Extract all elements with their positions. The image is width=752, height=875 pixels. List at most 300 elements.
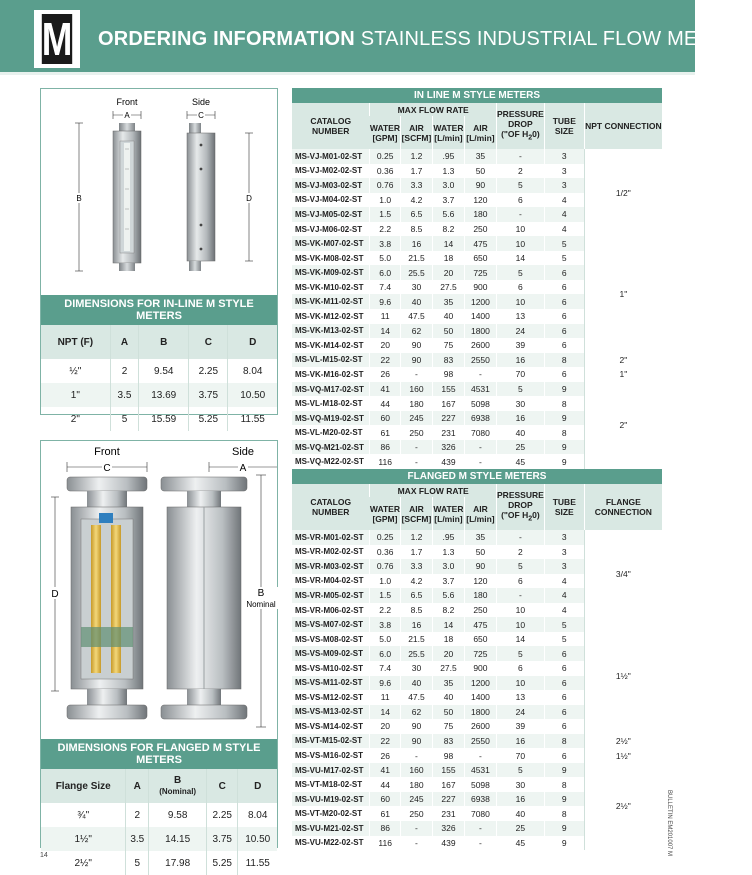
table-cell: 1400 bbox=[464, 690, 496, 705]
table-cell: 1200 bbox=[464, 294, 496, 309]
table-row bbox=[292, 236, 662, 251]
table-cell: 250 bbox=[400, 425, 432, 440]
col-water-gpm: WATER [GPM] bbox=[370, 116, 401, 149]
table-cell: - bbox=[464, 836, 496, 851]
table-cell: 1.5 bbox=[370, 207, 401, 222]
table-row bbox=[292, 734, 662, 749]
table-cell: 8 bbox=[544, 734, 584, 749]
col-max-flow: MAX FLOW RATE bbox=[370, 484, 496, 497]
table-cell: - bbox=[464, 367, 496, 382]
table-cell: 5 bbox=[496, 265, 544, 280]
table-cell: 1.0 bbox=[370, 193, 401, 208]
catalog-number: MS-VK-M11-02-ST bbox=[292, 294, 370, 309]
table-cell: 7080 bbox=[464, 425, 496, 440]
table-cell: 90 bbox=[400, 353, 432, 368]
table-cell: 1.3 bbox=[432, 545, 464, 560]
table-cell: 16 bbox=[400, 617, 432, 632]
catalog-number: MS-VR-M05-02-ST bbox=[292, 588, 370, 603]
table-cell: 0.36 bbox=[370, 545, 401, 560]
dim-c-label: C bbox=[103, 463, 111, 474]
side-label: Side bbox=[191, 97, 211, 107]
table-cell: - bbox=[496, 149, 544, 164]
table-cell: 6938 bbox=[464, 792, 496, 807]
table-cell: 5098 bbox=[464, 777, 496, 792]
table-cell: 30 bbox=[496, 396, 544, 411]
connection-size: 1" bbox=[584, 367, 662, 382]
table-cell: 245 bbox=[400, 411, 432, 426]
table-cell: 4.2 bbox=[400, 193, 432, 208]
catalog-number: MS-VQ-M22-02-ST bbox=[292, 454, 370, 469]
table-cell: - bbox=[496, 530, 544, 545]
table-cell: 70 bbox=[496, 748, 544, 763]
dim-d-label: D bbox=[51, 589, 59, 600]
table-cell: 3.7 bbox=[432, 193, 464, 208]
table-cell: 61 bbox=[370, 806, 401, 821]
table-cell: 5 bbox=[544, 632, 584, 647]
table-cell: 14 bbox=[370, 324, 401, 339]
table-cell: 90 bbox=[464, 178, 496, 193]
table-cell: 13 bbox=[496, 309, 544, 324]
col-b: B bbox=[139, 325, 189, 359]
table-cell: 90 bbox=[400, 338, 432, 353]
table-cell: 25.5 bbox=[400, 646, 432, 661]
table-cell: 9 bbox=[544, 763, 584, 778]
ordering-tables bbox=[292, 88, 662, 850]
table-cell: 4 bbox=[544, 588, 584, 603]
dim-b-label: B bbox=[76, 194, 82, 203]
catalog-number: MS-VS-M11-02-ST bbox=[292, 676, 370, 691]
catalog-number: MS-VR-M06-02-ST bbox=[292, 603, 370, 618]
catalog-number: MS-VS-M10-02-ST bbox=[292, 661, 370, 676]
table-cell: 25.5 bbox=[400, 265, 432, 280]
catalog-number: MS-VU-M21-02-ST bbox=[292, 821, 370, 836]
col-connection: FLANGE CONNECTION bbox=[584, 484, 662, 530]
table-row bbox=[292, 530, 662, 545]
table-cell: 47.5 bbox=[400, 690, 432, 705]
table-cell: 475 bbox=[464, 236, 496, 251]
catalog-number: MS-VR-M02-02-ST bbox=[292, 545, 370, 560]
table-cell: 8.5 bbox=[400, 222, 432, 237]
col-connection: NPT CONNECTION bbox=[584, 103, 662, 149]
table-row: 2" 5 15.59 5.25 11.55 bbox=[41, 407, 277, 431]
catalog-number: MS-VJ-M02-02-ST bbox=[292, 164, 370, 179]
table-cell: 6 bbox=[544, 690, 584, 705]
table-cell: 8.5 bbox=[400, 603, 432, 618]
table-cell: 5 bbox=[496, 178, 544, 193]
table-cell: - bbox=[496, 207, 544, 222]
table-cell: 120 bbox=[464, 574, 496, 589]
table-cell: 44 bbox=[370, 777, 401, 792]
table-cell: 245 bbox=[400, 792, 432, 807]
table-cell: 5 bbox=[544, 251, 584, 266]
table-cell: 6 bbox=[496, 661, 544, 676]
table-cell: 9.6 bbox=[370, 676, 401, 691]
catalog-number: MS-VS-M13-02-ST bbox=[292, 705, 370, 720]
catalog-number: MS-VQ-M21-02-ST bbox=[292, 440, 370, 455]
table-cell: 8 bbox=[544, 777, 584, 792]
catalog-number: MS-VU-M22-02-ST bbox=[292, 836, 370, 851]
col-c: C bbox=[189, 325, 228, 359]
flanged-side-meter bbox=[161, 477, 247, 719]
table-cell: 6 bbox=[544, 719, 584, 734]
table-cell: 1.0 bbox=[370, 574, 401, 589]
col-tube-size: TUBE SIZE bbox=[544, 484, 584, 530]
table-row bbox=[292, 382, 662, 397]
table-cell: 24 bbox=[496, 705, 544, 720]
dim-b-label: B bbox=[257, 588, 265, 599]
table-cell: 5.6 bbox=[432, 588, 464, 603]
catalog-number: MS-VJ-M03-02-ST bbox=[292, 178, 370, 193]
table-cell: 2550 bbox=[464, 353, 496, 368]
table-cell: 6 bbox=[544, 338, 584, 353]
table-cell: 1.7 bbox=[400, 545, 432, 560]
table-cell: 39 bbox=[496, 338, 544, 353]
table-cell: 6 bbox=[544, 367, 584, 382]
table-cell: 9 bbox=[544, 382, 584, 397]
col-catalog: CATALOG NUMBER bbox=[292, 484, 370, 530]
table-cell: 5 bbox=[544, 236, 584, 251]
table-cell: 6 bbox=[544, 748, 584, 763]
table-cell: 60 bbox=[370, 792, 401, 807]
table-cell: 5 bbox=[496, 763, 544, 778]
inline-dimensions-title: DIMENSIONS FOR IN-LINE M STYLE METERS bbox=[41, 295, 277, 325]
flanged-front-meter bbox=[67, 477, 147, 719]
table-cell: 6.0 bbox=[370, 265, 401, 280]
table-cell: - bbox=[464, 821, 496, 836]
table-cell: 2550 bbox=[464, 734, 496, 749]
table-cell: 45 bbox=[496, 836, 544, 851]
table-cell: 3 bbox=[544, 559, 584, 574]
table-cell: 10 bbox=[496, 676, 544, 691]
table-cell: 2600 bbox=[464, 338, 496, 353]
table-cell: 116 bbox=[370, 454, 401, 469]
table-cell: - bbox=[400, 821, 432, 836]
inline-ordering-table bbox=[292, 103, 662, 469]
inline-front-meter bbox=[113, 123, 141, 271]
table-cell: 2 bbox=[496, 164, 544, 179]
table-cell: 3 bbox=[544, 545, 584, 560]
table-cell: 167 bbox=[432, 777, 464, 792]
connection-size: 1½" bbox=[584, 748, 662, 763]
table-cell: 14 bbox=[432, 617, 464, 632]
table-cell: 180 bbox=[464, 588, 496, 603]
table-cell: 35 bbox=[432, 294, 464, 309]
catalog-number: MS-VL-M18-02-ST bbox=[292, 396, 370, 411]
connection-size: 2½" bbox=[584, 734, 662, 749]
table-cell: 62 bbox=[400, 324, 432, 339]
table-cell: 62 bbox=[400, 705, 432, 720]
table-cell: 1.7 bbox=[400, 164, 432, 179]
table-cell: 9 bbox=[544, 440, 584, 455]
table-cell: 180 bbox=[400, 777, 432, 792]
table-cell: 2 bbox=[496, 545, 544, 560]
table-cell: 50 bbox=[432, 705, 464, 720]
table-cell: 75 bbox=[432, 719, 464, 734]
header-rule bbox=[0, 72, 695, 75]
catalog-number: MS-VR-M01-02-ST bbox=[292, 530, 370, 545]
table-cell: 5 bbox=[496, 559, 544, 574]
catalog-number: MS-VL-M20-02-ST bbox=[292, 425, 370, 440]
catalog-number: MS-VS-M09-02-ST bbox=[292, 646, 370, 661]
table-cell: 250 bbox=[464, 222, 496, 237]
table-cell: 439 bbox=[432, 836, 464, 851]
table-cell: 3 bbox=[544, 149, 584, 164]
catalog-number: MS-VL-M15-02-ST bbox=[292, 353, 370, 368]
catalog-number: MS-VR-M04-02-ST bbox=[292, 574, 370, 589]
table-cell: 6 bbox=[496, 193, 544, 208]
table-cell: 86 bbox=[370, 821, 401, 836]
table-cell: 250 bbox=[400, 806, 432, 821]
table-cell: 1.2 bbox=[400, 530, 432, 545]
table-cell: 25 bbox=[496, 440, 544, 455]
table-cell: 20 bbox=[432, 646, 464, 661]
flanged-ordering-table bbox=[292, 484, 662, 850]
col-max-flow: MAX FLOW RATE bbox=[370, 103, 496, 116]
table-cell: 9 bbox=[544, 454, 584, 469]
col-catalog: CATALOG NUMBER bbox=[292, 103, 370, 149]
table-cell: 231 bbox=[432, 425, 464, 440]
table-cell: 50 bbox=[464, 164, 496, 179]
table-row bbox=[292, 763, 662, 778]
table-cell: 75 bbox=[432, 338, 464, 353]
table-cell: 83 bbox=[432, 734, 464, 749]
table-cell: 725 bbox=[464, 646, 496, 661]
flanged-table-title: FLANGED M STYLE METERS bbox=[292, 469, 662, 484]
table-cell: 10 bbox=[496, 236, 544, 251]
table-cell: 18 bbox=[432, 251, 464, 266]
table-cell: - bbox=[400, 836, 432, 851]
col-flange-size: Flange Size bbox=[41, 769, 126, 803]
table-cell: 180 bbox=[464, 207, 496, 222]
catalog-number: MS-VQ-M17-02-ST bbox=[292, 382, 370, 397]
inline-dimensions-panel bbox=[40, 88, 278, 425]
table-row bbox=[292, 367, 662, 382]
page-title-rest: STAINLESS INDUSTRIAL FLOW METERS bbox=[354, 28, 752, 50]
table-cell: 24 bbox=[496, 324, 544, 339]
catalog-number: MS-VT-M20-02-ST bbox=[292, 806, 370, 821]
table-cell: 6 bbox=[544, 324, 584, 339]
table-cell: 3.0 bbox=[432, 178, 464, 193]
table-cell: 5.0 bbox=[370, 251, 401, 266]
table-cell: - bbox=[464, 454, 496, 469]
table-cell: 0.76 bbox=[370, 178, 401, 193]
table-cell: 20 bbox=[432, 265, 464, 280]
inline-meter-drawing bbox=[41, 89, 277, 295]
table-cell: 6 bbox=[544, 646, 584, 661]
table-cell: 35 bbox=[464, 149, 496, 164]
col-pressure-drop: PRESSURE DROP ("OF $H_20$) bbox=[496, 103, 544, 149]
table-cell: 5 bbox=[496, 646, 544, 661]
table-cell: 7080 bbox=[464, 806, 496, 821]
table-cell: 20 bbox=[370, 338, 401, 353]
table-cell: .95 bbox=[432, 149, 464, 164]
table-cell: 6 bbox=[496, 574, 544, 589]
flanged-dimensions-table bbox=[41, 769, 277, 875]
table-cell: 9.6 bbox=[370, 294, 401, 309]
table-cell: 725 bbox=[464, 265, 496, 280]
table-cell: 45 bbox=[496, 454, 544, 469]
table-cell: - bbox=[400, 454, 432, 469]
col-a: A bbox=[110, 325, 139, 359]
table-cell: 5.0 bbox=[370, 632, 401, 647]
table-cell: 40 bbox=[400, 294, 432, 309]
table-cell: 90 bbox=[464, 559, 496, 574]
table-cell: 3.7 bbox=[432, 574, 464, 589]
table-cell: 1800 bbox=[464, 705, 496, 720]
connection-size: 3/4" bbox=[584, 530, 662, 617]
flanged-dimensions-panel bbox=[40, 440, 278, 869]
table-cell: 1400 bbox=[464, 309, 496, 324]
inline-dimensions-table bbox=[41, 325, 277, 431]
table-cell: 167 bbox=[432, 396, 464, 411]
table-cell: 21.5 bbox=[400, 251, 432, 266]
table-cell: 8 bbox=[544, 396, 584, 411]
table-cell: 116 bbox=[370, 836, 401, 851]
col-npt: NPT (F) bbox=[41, 325, 110, 359]
table-cell: 475 bbox=[464, 617, 496, 632]
table-cell: 61 bbox=[370, 425, 401, 440]
catalog-number: MS-VS-M08-02-ST bbox=[292, 632, 370, 647]
table-cell: 155 bbox=[432, 763, 464, 778]
table-cell: 3.8 bbox=[370, 236, 401, 251]
table-cell: 227 bbox=[432, 411, 464, 426]
col-pressure-drop: PRESSURE DROP ("OF $H_20$) bbox=[496, 484, 544, 530]
table-cell: 6 bbox=[544, 265, 584, 280]
table-cell: 120 bbox=[464, 193, 496, 208]
table-cell: 4.2 bbox=[400, 574, 432, 589]
table-cell: 40 bbox=[496, 806, 544, 821]
table-cell: 900 bbox=[464, 280, 496, 295]
table-cell: 9 bbox=[544, 411, 584, 426]
catalog-number: MS-VU-M17-02-ST bbox=[292, 763, 370, 778]
col-air-scfm: AIR [SCFM] bbox=[400, 116, 432, 149]
table-cell: 26 bbox=[370, 748, 401, 763]
table-cell: 6 bbox=[544, 661, 584, 676]
catalog-number: MS-VK-M10-02-ST bbox=[292, 280, 370, 295]
table-cell: 439 bbox=[432, 454, 464, 469]
connection-size: 2" bbox=[584, 382, 662, 469]
table-cell: 27.5 bbox=[432, 280, 464, 295]
catalog-number: MS-VS-M07-02-ST bbox=[292, 617, 370, 632]
connection-size: 1" bbox=[584, 236, 662, 352]
table-cell: 9 bbox=[544, 836, 584, 851]
table-cell: 16 bbox=[496, 734, 544, 749]
col-air-lmin: AIR [L/min] bbox=[464, 497, 496, 530]
table-cell: 0.25 bbox=[370, 530, 401, 545]
table-cell: 0.76 bbox=[370, 559, 401, 574]
table-cell: 6 bbox=[544, 294, 584, 309]
table-cell: 25 bbox=[496, 821, 544, 836]
table-cell: 3.8 bbox=[370, 617, 401, 632]
table-cell: 18 bbox=[432, 632, 464, 647]
table-cell: 231 bbox=[432, 806, 464, 821]
front-label: Front bbox=[116, 97, 138, 107]
table-cell: 30 bbox=[400, 280, 432, 295]
table-cell: 11 bbox=[370, 309, 401, 324]
col-water-gpm: WATER [GPM] bbox=[370, 497, 401, 530]
flanged-dimensions-title: DIMENSIONS FOR FLANGED M STYLE METERS bbox=[41, 739, 277, 769]
table-cell: 90 bbox=[400, 719, 432, 734]
table-cell: 3.3 bbox=[400, 559, 432, 574]
col-water-lmin: WATER [L/min] bbox=[432, 497, 464, 530]
table-cell: 98 bbox=[432, 748, 464, 763]
table-cell: 50 bbox=[432, 324, 464, 339]
table-cell: 10 bbox=[496, 294, 544, 309]
table-cell: 650 bbox=[464, 632, 496, 647]
connection-size: 1/2" bbox=[584, 149, 662, 236]
table-cell: 4 bbox=[544, 207, 584, 222]
table-cell: 14 bbox=[496, 632, 544, 647]
col-d: D bbox=[238, 769, 277, 803]
table-cell: 1.5 bbox=[370, 588, 401, 603]
table-cell: 326 bbox=[432, 821, 464, 836]
dim-c-label: C bbox=[198, 111, 204, 120]
table-cell: 4 bbox=[544, 574, 584, 589]
catalog-number: MS-VJ-M05-02-ST bbox=[292, 207, 370, 222]
table-cell: 2.2 bbox=[370, 222, 401, 237]
col-b: B (Nominal) bbox=[149, 769, 207, 803]
table-cell: 30 bbox=[400, 661, 432, 676]
table-cell: 10 bbox=[496, 617, 544, 632]
dim-d-label: D bbox=[246, 194, 252, 203]
catalog-number: MS-VS-M16-02-ST bbox=[292, 748, 370, 763]
table-cell: 5 bbox=[496, 382, 544, 397]
table-cell: 3.0 bbox=[432, 559, 464, 574]
table-cell: 0.25 bbox=[370, 149, 401, 164]
table-cell: 35 bbox=[432, 676, 464, 691]
table-cell: 10 bbox=[496, 603, 544, 618]
table-cell: 16 bbox=[400, 236, 432, 251]
table-cell: 22 bbox=[370, 353, 401, 368]
col-d: D bbox=[228, 325, 277, 359]
table-cell: 7.4 bbox=[370, 661, 401, 676]
table-cell: 9 bbox=[544, 821, 584, 836]
table-cell: 40 bbox=[432, 309, 464, 324]
table-cell: 9 bbox=[544, 792, 584, 807]
table-cell: 900 bbox=[464, 661, 496, 676]
catalog-number: MS-VK-M14-02-ST bbox=[292, 338, 370, 353]
table-row: ¾" 2 9.58 2.25 8.04 bbox=[41, 803, 277, 827]
table-cell: 44 bbox=[370, 396, 401, 411]
table-cell: 8.2 bbox=[432, 603, 464, 618]
table-cell: 39 bbox=[496, 719, 544, 734]
table-cell: 83 bbox=[432, 353, 464, 368]
connection-size: 1½" bbox=[584, 617, 662, 733]
table-cell: 6 bbox=[544, 309, 584, 324]
catalog-number: MS-VK-M09-02-ST bbox=[292, 265, 370, 280]
dim-a-label: A bbox=[124, 111, 130, 120]
col-air-scfm: AIR [SCFM] bbox=[400, 497, 432, 530]
table-cell: .95 bbox=[432, 530, 464, 545]
table-cell: - bbox=[400, 367, 432, 382]
table-cell: - bbox=[400, 748, 432, 763]
table-cell: 16 bbox=[496, 792, 544, 807]
table-cell: 7.4 bbox=[370, 280, 401, 295]
table-cell: 227 bbox=[432, 792, 464, 807]
page-title bbox=[98, 28, 752, 51]
table-cell: 6.0 bbox=[370, 646, 401, 661]
col-a: A bbox=[126, 769, 149, 803]
catalog-number: MS-VS-M14-02-ST bbox=[292, 719, 370, 734]
catalog-number: MS-VJ-M06-02-ST bbox=[292, 222, 370, 237]
bulletin-note: BULLETIN EM201007 M bbox=[666, 790, 672, 857]
inline-side-meter bbox=[187, 123, 215, 271]
table-cell: 35 bbox=[464, 530, 496, 545]
catalog-number: MS-VJ-M01-02-ST bbox=[292, 149, 370, 164]
table-cell: - bbox=[464, 748, 496, 763]
table-cell: 6.5 bbox=[400, 588, 432, 603]
table-cell: 86 bbox=[370, 440, 401, 455]
